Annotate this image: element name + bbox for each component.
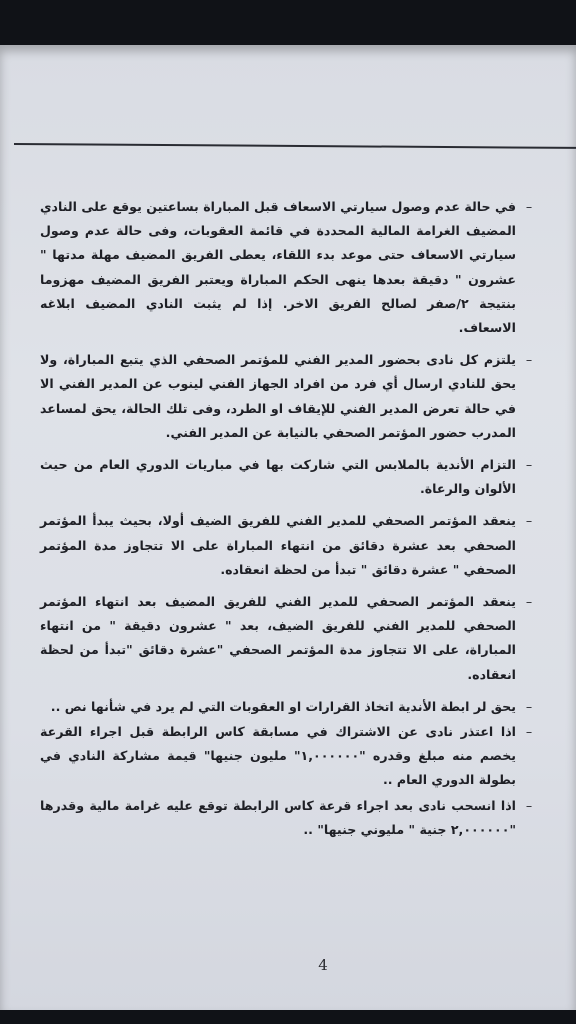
item-text: ينعقد المؤتمر الصحفي للمدير الفني للفريق المضيف بعد انتهاء المؤتمر الصحفي للمدير الفني للفريق الضيف، بعد " عشرون دقيقة " من انتهاء المباراة، على الا تتجاوز مدة المؤتمر الصحفي "عشرة دقائق "تبدأ من لحظة انعقاده.	[40, 594, 516, 682]
document-page	[0, 45, 576, 1010]
item-text: التزام الأندية بالملابس التي شاركت بها في مباريات الدوري العام من حيث الألوان والرعاة.	[40, 457, 516, 497]
item-text: في حالة عدم وصول سيارتي الاسعاف قبل المباراة بساعتين يوقع على النادي المضيف الغرامة المالية المحددة في قائمة العقوبات، وفى حالة عدم وصول سيارتي الاسعاف حتى موعد بدء اللقاء، يعطى الفريق المضيف مهلة مدتها " عشرون " دقيقة بعدها ينهى الحكم المباراة ويعتبر الفريق المضيف مهزوما بنتيجة ٢/صفر لصالح الفريق الاخر. إذا لم يثبت النادي المضيف ابلاغه الاسعاف.	[40, 199, 517, 336]
list-item	[40, 195, 536, 340]
bullet-dash: –	[525, 199, 533, 214]
item-text: اذا اعتذر نادى عن الاشتراك في مسابقة كاس الرابطة قبل اجراء القرعة يخصم منه مبلغ وقدره "١,٠٠٠٠٠٠" مليون جنيها" قيمة مشاركة النادي في بطولة الدوري العام ..	[40, 724, 516, 788]
list-item	[40, 590, 536, 687]
item-text: ينعقد المؤتمر الصحفي للمدير الفني للفريق الضيف أولا، بحيث يبدأ المؤتمر الصحفي بعد عشرة دقائق من انتهاء المباراة على الا تتجاوز مدة المؤتمر الصحفي " عشرة دقائق " تبدأ من لحظة انعقاده.	[40, 513, 516, 577]
list-item	[40, 794, 536, 842]
list-item	[40, 509, 536, 582]
bullet-dash: –	[525, 513, 533, 529]
list-item	[40, 348, 536, 445]
bullet-dash: –	[525, 594, 533, 610]
item-text: اذا انسحب نادى بعد اجراء قرعة كاس الرابطة توقع عليه غرامة مالية وقدرها "٢,٠٠٠٠٠٠ جنية " مليوني جنيها" ..	[40, 797, 516, 837]
bullet-dash: –	[525, 797, 533, 813]
bullet-dash: –	[525, 698, 533, 714]
item-text: يلتزم كل نادى بحضور المدير الفني للمؤتمر الصحفي الذي يتبع المباراة، ولا يحق للنادي ارسال أي فرد من افراد الجهاز الفني لينوب عن المدير الفني الا في حالة تعرض المدير الفني للإيقاف او الطرد، وفى تلك الحالة، يحق لمساعد المدرب حضور المؤتمر الصحفي بالنيابة عن المدير الفني.	[40, 352, 516, 440]
bullet-dash: –	[525, 457, 533, 473]
header-rule	[14, 143, 576, 149]
list-item	[40, 695, 536, 719]
bullet-dash: –	[525, 724, 533, 740]
list-item	[40, 453, 536, 501]
page-number: 4	[318, 956, 328, 974]
rules-list	[40, 195, 536, 843]
bullet-dash: –	[525, 352, 533, 368]
item-text: يحق لر ابطة الأندية اتخاذ القرارات او العقوبات التي لم يرد في شأنها نص ..	[50, 698, 516, 714]
list-item	[40, 720, 536, 793]
